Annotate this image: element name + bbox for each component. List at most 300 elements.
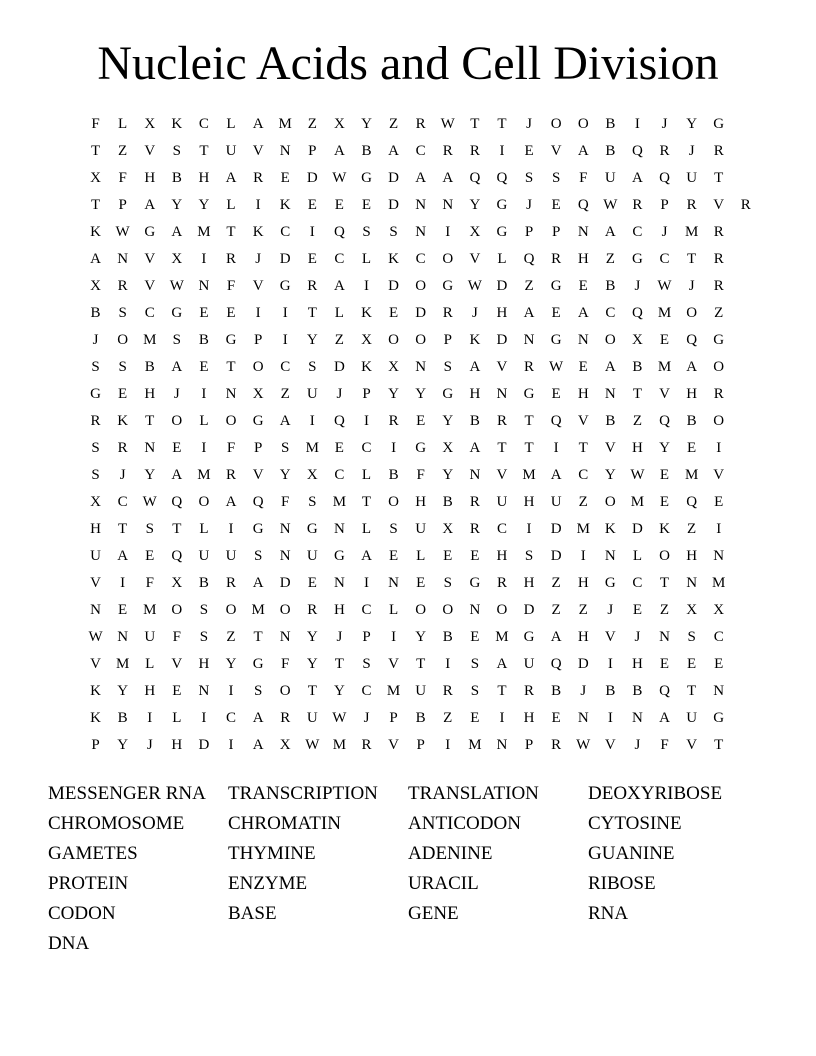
grid-letter: R — [740, 197, 751, 213]
grid-letter: F — [145, 575, 154, 591]
word-list-item: ANTICODON — [408, 813, 521, 834]
grid-letter: E — [443, 548, 453, 564]
grid-letter: U — [604, 170, 616, 186]
grid-letter: J — [688, 278, 695, 294]
grid-letter: E — [416, 413, 426, 429]
grid-letter: F — [660, 737, 669, 753]
grid-letter: K — [361, 359, 372, 375]
grid-letter: M — [332, 494, 347, 510]
grid-letter: B — [144, 359, 155, 375]
grid-letter: Q — [659, 170, 670, 186]
grid-letter: T — [578, 440, 588, 456]
grid-letter: Y — [388, 386, 399, 402]
grid-letter: U — [144, 629, 156, 645]
grid-letter: C — [334, 467, 345, 483]
grid-letter: V — [713, 197, 725, 213]
grid-letter: B — [605, 143, 616, 159]
grid-letter: C — [144, 305, 155, 321]
grid-letter: H — [198, 656, 210, 672]
grid-letter: R — [361, 737, 372, 753]
grid-letter: U — [225, 548, 237, 564]
grid-letter: L — [226, 116, 236, 132]
grid-letter: N — [415, 359, 427, 375]
grid-letter: T — [687, 683, 697, 699]
grid-letter: F — [416, 467, 425, 483]
grid-letter: J — [634, 629, 641, 645]
grid-letter: R — [496, 575, 507, 591]
grid-letter: G — [252, 413, 264, 429]
grid-letter: T — [714, 737, 724, 753]
grid-letter: N — [577, 224, 589, 240]
grid-letter: L — [632, 548, 642, 564]
grid-letter: N — [686, 575, 698, 591]
grid-letter: R — [659, 143, 670, 159]
grid-letter: I — [716, 440, 722, 456]
grid-letter: I — [228, 737, 234, 753]
grid-letter: T — [497, 440, 507, 456]
grid-letter: Y — [306, 629, 318, 645]
grid-letter: I — [228, 521, 234, 537]
grid-letter: H — [577, 251, 589, 267]
grid-letter: H — [577, 386, 589, 402]
grid-letter: H — [686, 548, 698, 564]
grid-letter: D — [333, 359, 345, 375]
grid-letter: J — [607, 602, 614, 618]
grid-letter: O — [442, 602, 454, 618]
grid-letter: E — [307, 197, 317, 213]
grid-letter: Y — [686, 116, 698, 132]
grid-letter: R — [388, 413, 399, 429]
grid-letter: G — [523, 629, 535, 645]
grid-letter: M — [576, 521, 590, 537]
grid-row — [82, 600, 759, 627]
word-list-item: CYTOSINE — [588, 813, 682, 834]
grid-letter: V — [496, 467, 508, 483]
grid-letter: A — [117, 548, 129, 564]
grid-letter: A — [577, 143, 589, 159]
grid-letter: N — [577, 332, 589, 348]
grid-row — [82, 357, 759, 384]
grid-letter: J — [580, 683, 587, 699]
grid-letter: M — [630, 494, 645, 510]
grid-letter: H — [144, 386, 156, 402]
grid-letter: R — [442, 143, 453, 159]
grid-letter: J — [255, 251, 262, 267]
grid-letter: O — [171, 602, 183, 618]
grid-letter: X — [171, 251, 183, 267]
grid-letter: E — [172, 683, 182, 699]
grid-letter: X — [252, 386, 264, 402]
grid-letter: H — [632, 656, 643, 672]
grid-row — [82, 330, 759, 357]
grid-letter: N — [496, 386, 508, 402]
grid-letter: Q — [686, 494, 698, 510]
grid-letter: X — [90, 170, 101, 186]
grid-letter: P — [389, 710, 398, 726]
grid-letter: J — [661, 224, 668, 240]
grid-letter: V — [550, 143, 562, 159]
grid-letter: K — [279, 197, 291, 213]
grid-letter: G — [713, 332, 725, 348]
grid-letter: N — [333, 575, 345, 591]
grid-letter: M — [386, 683, 401, 699]
grid-letter: T — [199, 143, 209, 159]
grid-letter: C — [198, 116, 209, 132]
grid-letter: C — [605, 305, 616, 321]
grid-letter: P — [660, 197, 669, 213]
grid-letter: A — [252, 737, 264, 753]
grid-letter: N — [469, 467, 481, 483]
grid-letter: C — [632, 575, 643, 591]
grid-letter: I — [499, 143, 505, 159]
word-list-item: DEOXYRIBOSE — [588, 783, 723, 804]
grid-letter: S — [281, 440, 290, 456]
grid-letter: Q — [550, 413, 562, 429]
grid-letter: Q — [632, 143, 643, 159]
grid-letter: E — [659, 332, 670, 348]
grid-letter: C — [117, 494, 128, 510]
grid-letter: E — [551, 197, 561, 213]
grid-letter: R — [632, 197, 643, 213]
word-list — [48, 779, 768, 959]
grid-letter: M — [305, 440, 319, 456]
grid-letter: G — [279, 278, 291, 294]
grid-letter: M — [684, 224, 699, 240]
grid-letter: R — [253, 170, 264, 186]
grid-letter: M — [278, 116, 292, 132]
grid-letter: P — [362, 629, 371, 645]
grid-letter: A — [442, 170, 454, 186]
grid-letter: O — [388, 332, 399, 348]
grid-letter: S — [362, 224, 371, 240]
grid-letter: B — [171, 170, 182, 186]
grid-letter: D — [415, 305, 427, 321]
grid-letter: E — [307, 251, 317, 267]
grid-letter: L — [118, 116, 128, 132]
grid-letter: E — [714, 494, 724, 510]
grid-letter: B — [388, 467, 399, 483]
grid-letter: I — [607, 710, 613, 726]
grid-letter: G — [252, 521, 264, 537]
grid-letter: C — [659, 251, 670, 267]
grid-letter: I — [309, 224, 315, 240]
grid-letter: G — [171, 305, 183, 321]
grid-letter: I — [607, 656, 613, 672]
grid-letter: I — [147, 710, 153, 726]
grid-letter: B — [469, 413, 480, 429]
grid-letter: Q — [659, 413, 670, 429]
grid-letter: Q — [550, 656, 562, 672]
grid-letter: E — [551, 386, 561, 402]
grid-letter: T — [361, 494, 372, 510]
grid-letter: A — [333, 278, 345, 294]
grid-letter: Q — [469, 170, 481, 186]
grid-letter: Y — [604, 467, 616, 483]
grid-letter: B — [442, 629, 453, 645]
grid-letter: G — [144, 224, 156, 240]
grid-letter: M — [197, 467, 211, 483]
grid-letter: S — [118, 359, 127, 375]
grid-row — [82, 195, 759, 222]
grid-letter: U — [306, 548, 318, 564]
grid-letter: G — [713, 710, 725, 726]
grid-row — [82, 573, 759, 600]
grid-letter: E — [118, 386, 128, 402]
grid-letter: K — [171, 116, 183, 132]
grid-letter: X — [713, 602, 725, 618]
grid-letter: K — [604, 521, 616, 537]
grid-letter: J — [336, 629, 343, 645]
grid-letter: O — [117, 332, 129, 348]
grid-letter: P — [118, 197, 127, 213]
grid-row — [82, 465, 759, 492]
page-title: Nucleic Acids and Cell Division — [97, 37, 719, 90]
grid-letter: O — [604, 494, 616, 510]
grid-letter: S — [91, 440, 100, 456]
grid-letter: N — [604, 386, 616, 402]
grid-letter: T — [118, 521, 128, 537]
grid-row — [82, 168, 759, 195]
grid-letter: Q — [632, 305, 643, 321]
grid-letter: H — [632, 440, 643, 456]
grid-letter: B — [117, 710, 128, 726]
grid-letter: K — [90, 224, 101, 240]
grid-letter: I — [363, 413, 369, 429]
grid-letter: K — [388, 251, 399, 267]
grid-letter: Z — [551, 575, 561, 591]
grid-letter: X — [632, 332, 643, 348]
grid-letter: H — [333, 602, 345, 618]
grid-letter: S — [443, 575, 452, 591]
grid-letter: U — [686, 170, 698, 186]
grid-letter: V — [252, 467, 264, 483]
grid-letter: E — [334, 197, 344, 213]
grid-letter: U — [686, 710, 698, 726]
grid-letter: B — [605, 116, 616, 132]
grid-letter: U — [306, 710, 318, 726]
grid-letter: N — [117, 251, 129, 267]
grid-letter: G — [361, 170, 372, 186]
grid-letter: M — [468, 737, 482, 753]
word-list-item: GENE — [408, 903, 459, 924]
grid-letter: P — [416, 737, 425, 753]
grid-letter: S — [91, 467, 100, 483]
grid-letter: S — [308, 359, 317, 375]
grid-letter: D — [388, 197, 399, 213]
grid-letter: G — [333, 548, 345, 564]
word-list-item: GUANINE — [588, 843, 675, 864]
grid-letter: R — [469, 494, 480, 510]
grid-letter: B — [605, 278, 616, 294]
grid-letter: E — [659, 494, 670, 510]
grid-letter: C — [226, 710, 237, 726]
grid-letter: S — [389, 224, 398, 240]
grid-letter: D — [306, 170, 318, 186]
grid-letter: L — [361, 521, 372, 537]
grid-letter: S — [172, 143, 181, 159]
grid-letter: Z — [578, 494, 588, 510]
grid-letter: Y — [225, 656, 237, 672]
grid-letter: C — [280, 224, 291, 240]
grid-letter: O — [252, 359, 264, 375]
grid-letter: U — [550, 494, 562, 510]
grid-letter: I — [120, 575, 126, 591]
grid-letter: R — [713, 143, 724, 159]
grid-letter: H — [686, 386, 698, 402]
grid-letter: E — [307, 575, 317, 591]
grid-letter: T — [172, 521, 182, 537]
grid-letter: A — [225, 494, 237, 510]
grid-letter: H — [469, 386, 481, 402]
grid-letter: O — [577, 116, 589, 132]
grid-letter: O — [442, 251, 454, 267]
grid-letter: A — [144, 197, 156, 213]
grid-letter: P — [524, 224, 534, 240]
grid-letter: L — [497, 251, 507, 267]
grid-letter: V — [577, 413, 589, 429]
grid-letter: J — [92, 332, 99, 348]
grid-letter: W — [630, 467, 645, 483]
grid-letter: Q — [252, 494, 264, 510]
grid-letter: E — [470, 548, 480, 564]
grid-letter: G — [252, 656, 264, 672]
grid-letter: V — [686, 737, 698, 753]
grid-letter: D — [550, 548, 562, 564]
grid-letter: S — [524, 170, 534, 186]
grid-letter: S — [91, 359, 100, 375]
grid-letter: Z — [443, 710, 453, 726]
grid-letter: H — [523, 710, 535, 726]
grid-letter: Z — [388, 116, 399, 132]
grid-letter: I — [445, 737, 451, 753]
grid-letter: A — [604, 224, 616, 240]
grid-letter: S — [470, 656, 480, 672]
grid-letter: I — [282, 332, 288, 348]
grid-letter: U — [415, 521, 427, 537]
grid-letter: B — [551, 683, 562, 699]
grid-letter: X — [361, 332, 372, 348]
grid-letter: T — [470, 116, 480, 132]
grid-letter: Z — [659, 602, 670, 618]
grid-letter: C — [578, 467, 589, 483]
grid-letter: Y — [144, 467, 156, 483]
word-list-item: CHROMATIN — [228, 813, 341, 834]
grid-letter: S — [443, 359, 452, 375]
grid-letter: M — [143, 332, 157, 348]
grid-letter: N — [713, 683, 725, 699]
grid-letter: A — [469, 359, 481, 375]
grid-letter: K — [90, 710, 101, 726]
grid-letter: Z — [578, 602, 588, 618]
grid-letter: M — [251, 602, 265, 618]
grid-letter: P — [253, 440, 263, 456]
grid-letter: D — [523, 602, 535, 618]
grid-letter: S — [172, 332, 181, 348]
grid-letter: U — [225, 143, 237, 159]
grid-letter: E — [388, 305, 399, 321]
grid-letter: G — [496, 197, 508, 213]
grid-letter: R — [117, 440, 128, 456]
grid-letter: D — [496, 332, 508, 348]
grid-letter: O — [279, 602, 291, 618]
grid-letter: R — [713, 251, 724, 267]
grid-letter: N — [415, 197, 427, 213]
grid-letter: N — [225, 386, 237, 402]
grid-letter: R — [307, 278, 318, 294]
grid-letter: J — [336, 386, 343, 402]
grid-letter: I — [580, 548, 586, 564]
grid-letter: A — [659, 710, 670, 726]
grid-letter: L — [416, 548, 426, 564]
grid-letter: I — [363, 278, 369, 294]
grid-letter: R — [551, 251, 562, 267]
grid-letter: O — [225, 602, 237, 618]
grid-letter: T — [90, 197, 101, 213]
word-list-item: CODON — [48, 903, 116, 924]
grid-letter: M — [684, 467, 699, 483]
grid-letter: Y — [279, 467, 291, 483]
grid-letter: R — [551, 737, 562, 753]
grid-letter: R — [226, 251, 237, 267]
grid-letter: N — [333, 521, 345, 537]
grid-letter: N — [632, 710, 643, 726]
grid-letter: X — [306, 467, 318, 483]
grid-letter: O — [604, 332, 616, 348]
grid-letter: N — [144, 440, 156, 456]
grid-letter: H — [496, 548, 508, 564]
grid-letter: D — [279, 575, 291, 591]
grid-letter: G — [632, 251, 643, 267]
grid-letter: M — [712, 575, 726, 591]
grid-row — [82, 627, 759, 654]
grid-letter: X — [442, 521, 454, 537]
grid-letter: D — [279, 251, 291, 267]
word-list-item: GAMETES — [48, 843, 138, 864]
grid-letter: C — [361, 683, 372, 699]
grid-letter: N — [604, 548, 616, 564]
grid-letter: Y — [659, 440, 670, 456]
grid-letter: G — [442, 278, 454, 294]
grid-letter: Q — [523, 251, 535, 267]
grid-letter: E — [551, 710, 561, 726]
grid-letter: B — [686, 413, 697, 429]
word-list-item: URACIL — [408, 873, 479, 894]
grid-letter: R — [686, 197, 697, 213]
grid-row — [82, 708, 759, 735]
grid-letter: H — [523, 494, 535, 510]
grid-letter: E — [659, 656, 670, 672]
grid-letter: O — [659, 548, 670, 564]
grid-letter: Q — [577, 197, 589, 213]
grid-row — [82, 114, 759, 141]
grid-letter: S — [687, 629, 696, 645]
grid-letter: C — [334, 251, 345, 267]
grid-letter: A — [252, 116, 264, 132]
grid-letter: Z — [632, 413, 642, 429]
grid-letter: W — [115, 224, 130, 240]
grid-letter: N — [90, 602, 101, 618]
grid-letter: Z — [714, 305, 724, 321]
grid-letter: V — [144, 278, 156, 294]
grid-letter: J — [634, 278, 641, 294]
grid-letter: E — [470, 629, 480, 645]
grid-letter: N — [198, 683, 210, 699]
grid-letter: Y — [117, 683, 129, 699]
grid-letter: Z — [524, 278, 534, 294]
grid-letter: X — [171, 575, 183, 591]
grid-letter: R — [280, 710, 291, 726]
grid-row — [82, 249, 759, 276]
